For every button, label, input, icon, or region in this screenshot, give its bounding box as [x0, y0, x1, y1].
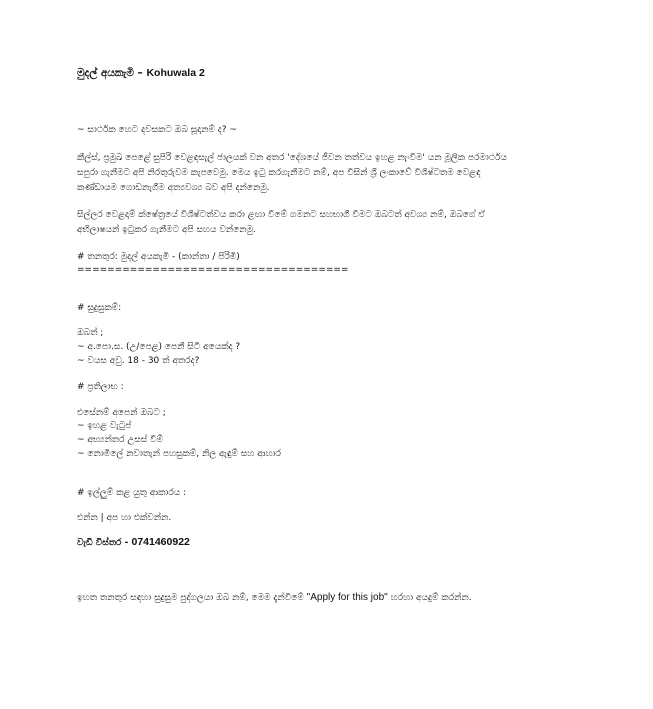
- intro-paragraph-1-line-1: කීල්ස්, ප්‍රමුඛ පෙළේ සුපිරි වෙළඳසැල් ජාලයක් වන අතර 'දේශයේ ජීවන තත්වය ඉහළ නැංවීම' යන මූලික පරමාර්ථය: [77, 153, 507, 163]
- qualification-item: ~ අ.පො.ස. (උ/පෙළ) පෙනී සිටි අයෙක්ද ?: [77, 342, 241, 352]
- position-line: # තනතුර: මුදල් අයකැමි - (කාන්තා / පිරිමි): [77, 252, 240, 262]
- intro-paragraph-2-line-1: සිල්ලර වෙළදාම් ක්ෂේත්‍රයේ විශිෂ්ටත්වය කරා ළඟා වීමේ ගමනට සහභාගී වීමට ඔබටත් අවශ්‍ය නම්, ඔබගේ ඒ: [77, 210, 485, 220]
- tagline: ~ සාර්ථක හෙට දවසකට ඔබ සූදානම් ද? ~: [77, 125, 237, 135]
- intro-paragraph-2-line-2: අභිලාෂයන් ඉටුකර ගැනීමට අපි සහය වන්නෙමු.: [77, 225, 256, 235]
- footer-instruction: [77, 591, 472, 605]
- page-title: [77, 67, 205, 80]
- separator-line: ====================================: [77, 265, 349, 275]
- intro-paragraph-1-line-3: කණ්ඩායම ගොඩනැගීම අත්‍යවශ්‍ය බව අපි දන්නෙමු.: [77, 183, 270, 193]
- benefit-item: ~ නොමිලේ නවාතැන් පහසුකම්, නිල ඇඳුම් සහ ආහාර: [77, 449, 281, 459]
- qualifications-lead: ඔබත් ;: [77, 328, 104, 338]
- footer-text-before: ඉහත තනතුර සඳහා සුදුසුම පුද්ගලයා ඔබ නම්, මෙම දැන්වීමේ: [77, 593, 307, 603]
- benefits-lead: එසේනම් අපෙන් ඔබට ;: [77, 408, 166, 418]
- benefits-heading: # ප්‍රතිලාභ :: [77, 382, 124, 392]
- footer-text-after: හරහා අයදුම් කරන්න.: [387, 593, 472, 603]
- title-location: Kohuwala 2: [146, 67, 205, 79]
- benefit-item: ~ ඉහළ වැටුප්: [77, 421, 132, 431]
- contact-phone: 0741460922: [131, 536, 190, 548]
- apply-line: එන්න | අප හා එක්වන්න.: [77, 513, 172, 523]
- title-sinhala: මුදල් අයකැමි –: [77, 67, 147, 79]
- benefit-item: ~ අභ්‍යන්තර උසස් වීම්: [77, 435, 164, 445]
- contact-label: වැඩි විස්තර -: [77, 538, 132, 548]
- apply-for-job-reference: "Apply for this job": [306, 592, 388, 603]
- apply-heading: # ඉල්ලුම් කළ යුතු ආකාරය :: [77, 488, 187, 498]
- qualification-item: ~ වයස අවු. 18 - 30 ත් අතරද?: [77, 356, 200, 366]
- contact-line: [77, 536, 190, 550]
- qualifications-heading: # සුදුසුකම්:: [77, 303, 122, 313]
- intro-paragraph-1-line-2: සපුරා ගැනීමට අපි නිරතුරුවම කැපවෙමු. මෙය ඉටු කරගැනීමට නම්, අප විසින් ශ්‍රී ලංකාවේ විශිෂ්ටතම වෙළඳ: [77, 168, 481, 178]
